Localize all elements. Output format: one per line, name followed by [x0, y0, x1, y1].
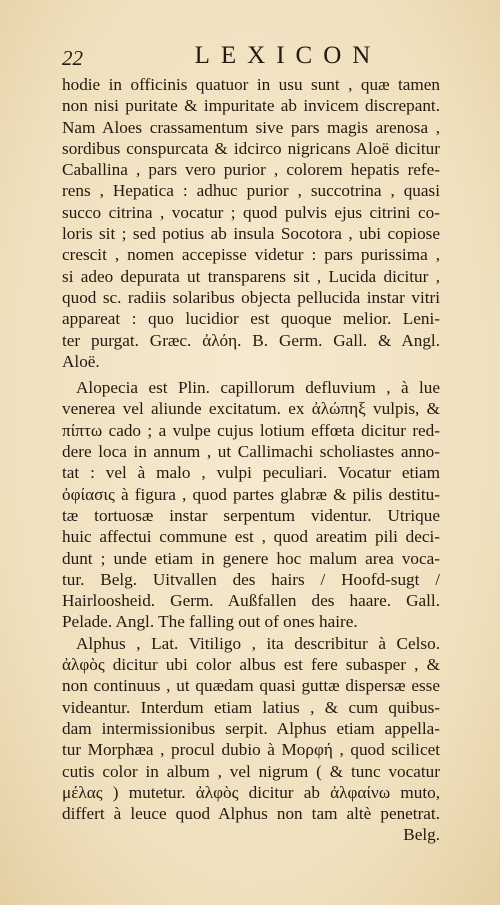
text-line: Hairloosheid. Germ. Außfallen des haare. Gall.	[62, 591, 440, 611]
text-line: loris sit ; sed potius ab insula Socotora , ubi copiose	[62, 224, 440, 244]
text-line: quod sc. radiis solaribus objecta pellucida instar vitri	[62, 287, 440, 307]
text-line: dunt ; unde etiam in genere hoc malum area voca-	[62, 548, 440, 568]
text-line: dam intermissionibus serpit. Alphus etiam appella-	[62, 718, 440, 738]
text-line: venerea vel aliunde excitatum. ex ἀλώπηξ vulpis, &	[62, 399, 440, 419]
body-text	[62, 74, 440, 846]
text-line: sordibus conspurcata & idcirco nigricans Aloë dicitur	[62, 138, 440, 158]
text-line: tæ tortuosæ instar serpentum videntur. Utrique	[62, 505, 440, 525]
text-line: μέλας ) mutetur. ἀλφὸς dicitur ab ἀλφαίνω muto,	[62, 782, 440, 802]
text-line: tur Morphæa , procul dubio à Μορφή , quod scilicet	[62, 740, 440, 760]
text-line: ter purgat. Græc. ἀλόη. B. Germ. Gall. & Angl.	[62, 330, 440, 350]
text-line: videantur. Interdum etiam latius , & cum quibus-	[62, 697, 440, 717]
text-line: rens , Hepatica : adhuc purior , succotrina , quasi	[62, 181, 440, 201]
page-header	[62, 34, 440, 74]
text-line: Alopecia est Plin. capillorum defluvium , à lue	[76, 378, 440, 398]
text-line: tur. Belg. Uitvallen des hairs / Hoofd-sugt /	[62, 569, 440, 589]
text-line: huic affectui commune est , quod areatim pili deci-	[62, 527, 440, 547]
text-line: si adeo depurata ut transparens sit , Lucida dicitur ,	[62, 266, 440, 286]
text-line: Aloë.	[62, 351, 100, 371]
text-line: Nam Aloes crassamentum sive pars magis arenosa ,	[62, 117, 440, 137]
text-line: Belg.	[403, 825, 440, 845]
text-line: ὀφίασις à figura , quod partes glabræ & pilis destitu-	[62, 484, 440, 504]
text-line: succo citrina , vocatur ; quod pulvis ejus citrini co-	[62, 202, 440, 222]
text-line: differt à leuce quod Alphus non tam altè penetrat.	[62, 804, 440, 824]
text-line: hodie in officinis quatuor in usu sunt , quæ tamen	[62, 75, 440, 94]
page-number: 22	[62, 46, 83, 70]
running-head: LEXICON	[194, 42, 382, 69]
text-line: ἀλφὸς dicitur ubi color albus est fere subasper , &	[62, 655, 440, 675]
text-line: Caballina , pars vero purior , colorem hepatis refe-	[62, 160, 440, 180]
text-line: crescit , nomen accepisse videtur : pars purissima ,	[62, 245, 440, 265]
text-line: non continuus , ut quædam quasi guttæ dispersæ esse	[62, 676, 440, 696]
text-line: dere loca in annum , ut Callimachi scholiastes anno-	[62, 442, 440, 462]
text-line: appareat : quo lucidior est quoque melior. Leni-	[62, 309, 440, 329]
text-line: non nisi puritate & impuritate ab invicem discrepant.	[62, 96, 440, 116]
text-line: tat : vel à malo , vulpi peculiari. Vocatur etiam	[62, 463, 440, 483]
text-line: Pelade. Angl. The falling out of ones haire.	[62, 612, 358, 632]
text-line: cutis color in album , vel nigrum ( & tunc vocatur	[62, 761, 440, 781]
text-line: Alphus , Lat. Vitiligo , ita describitur à Celso.	[76, 633, 440, 653]
text-line: πίπτω cado ; a vulpe cujus lotium effœta dicitur red-	[62, 420, 440, 440]
